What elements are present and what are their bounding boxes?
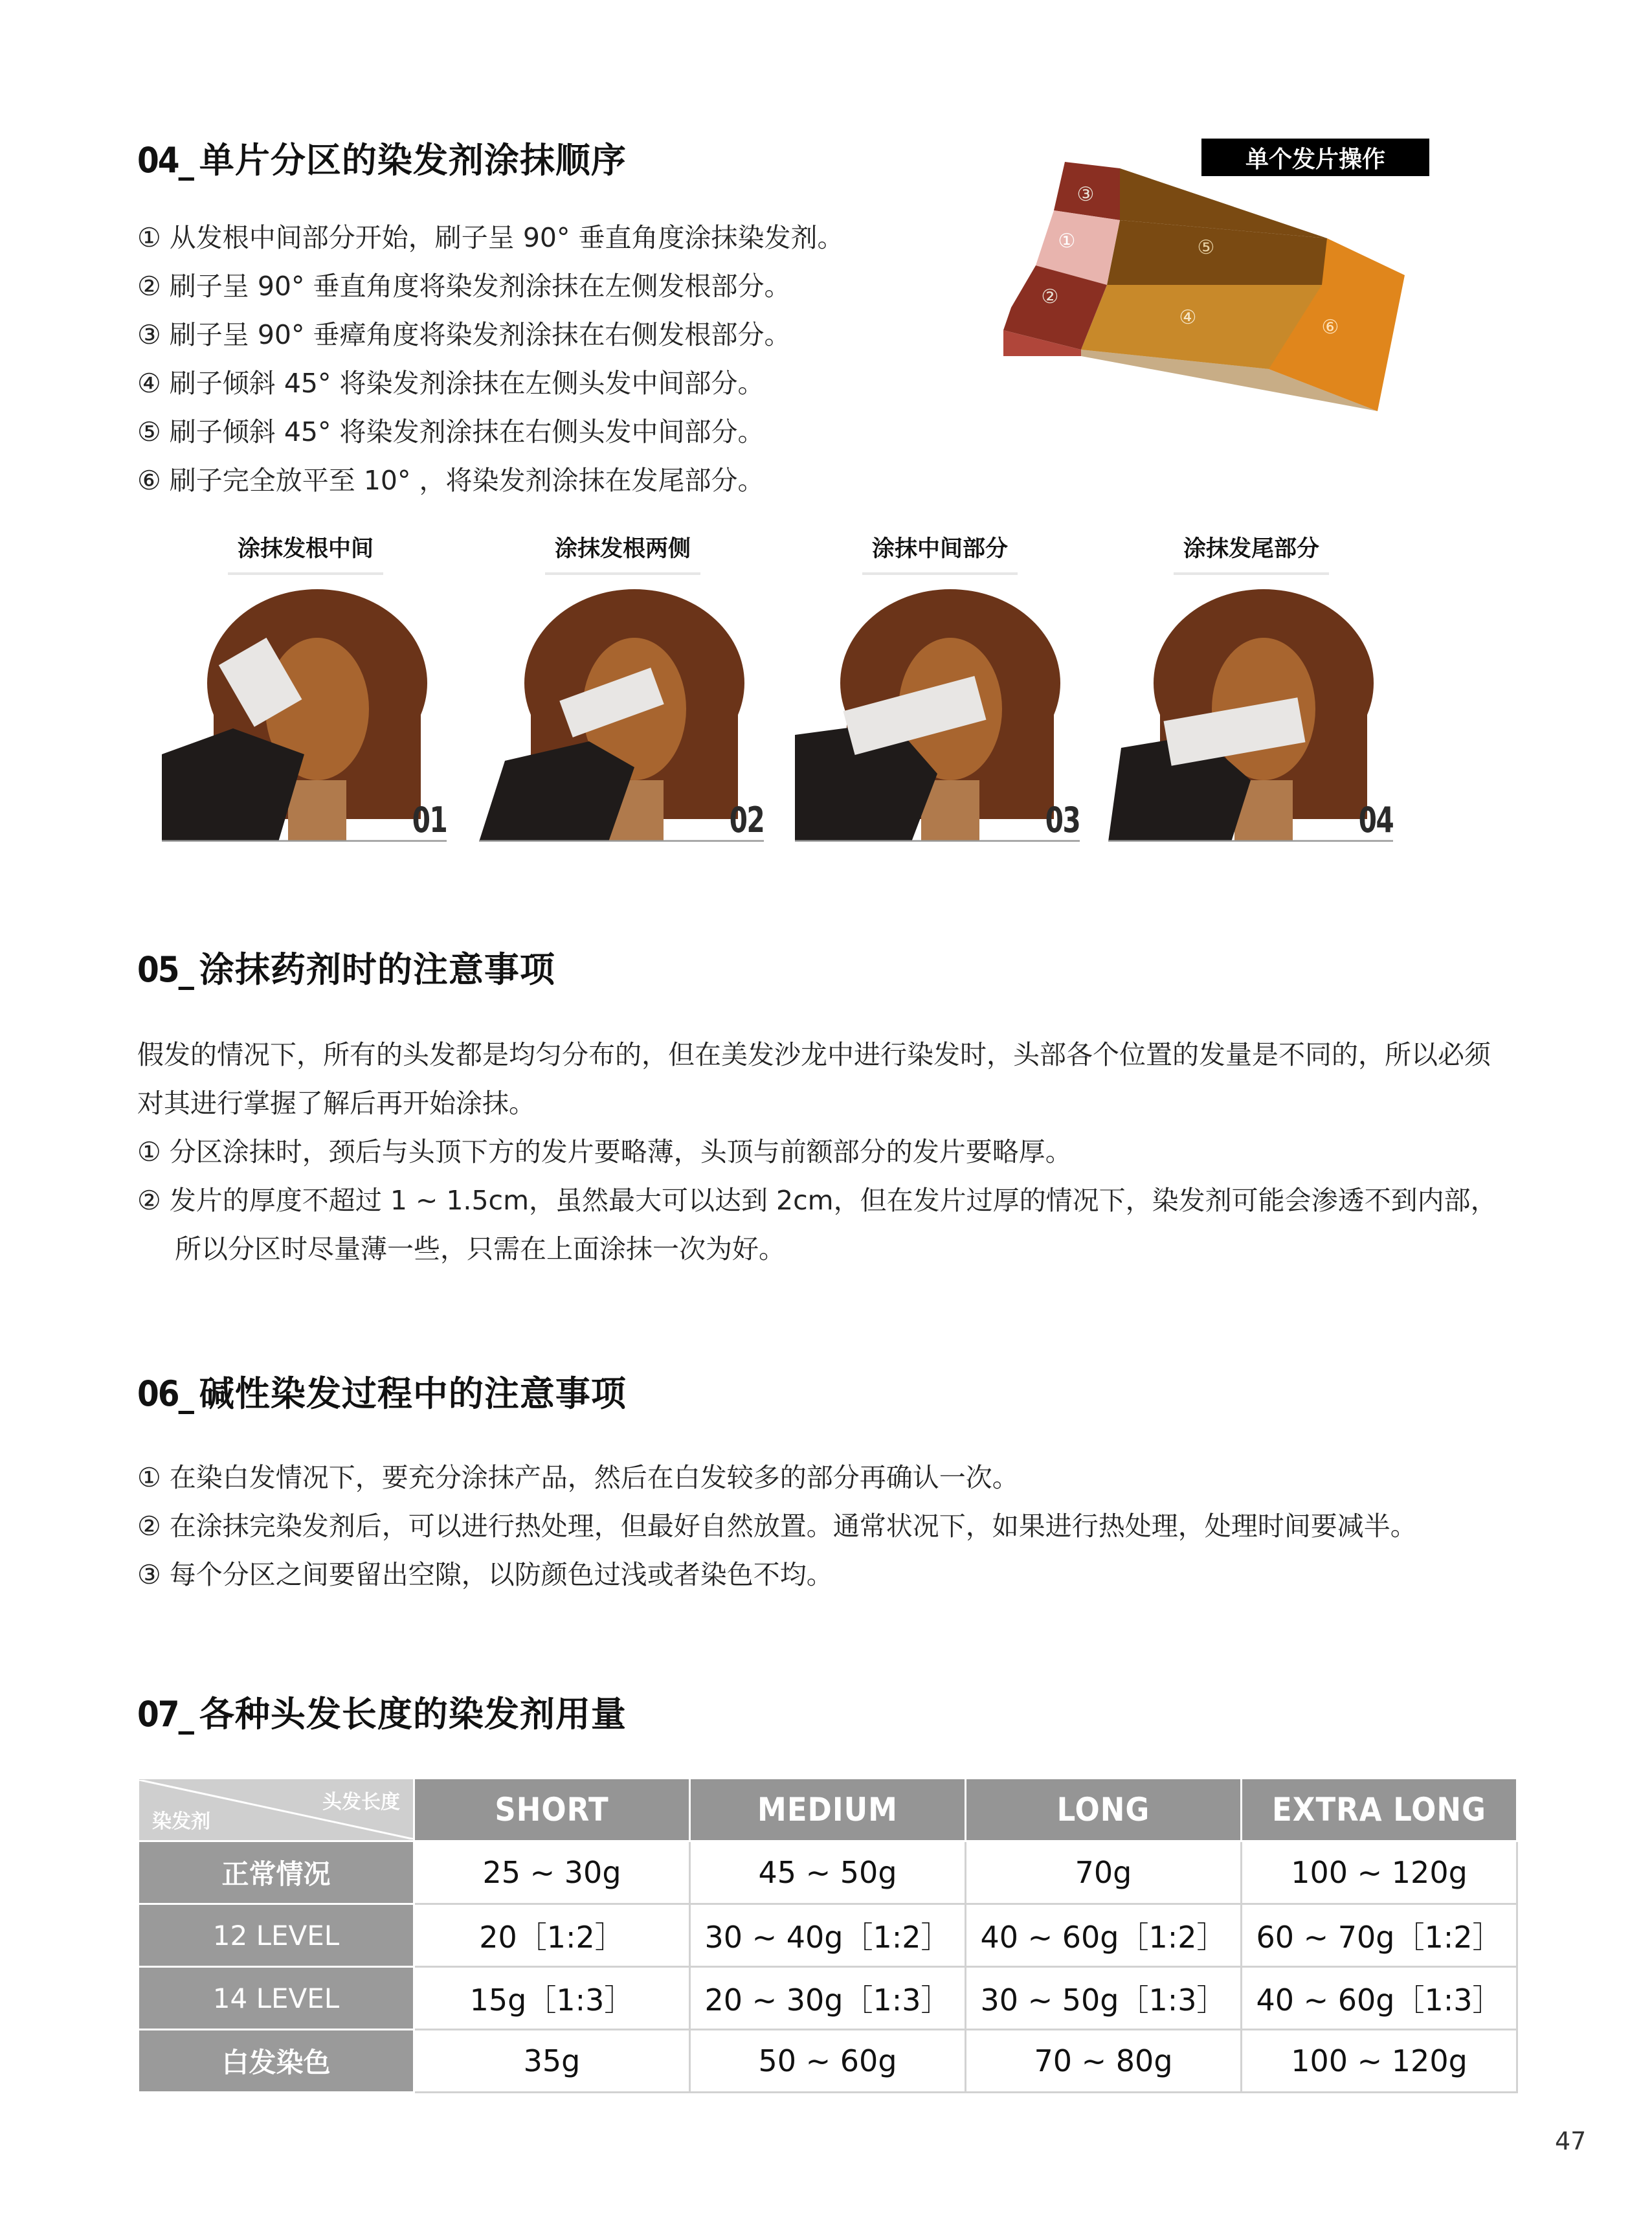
section-05-item-1: ① 分区涂抹时，颈后与头顶下方的发片要略薄，头顶与前额部分的发片要略厚。 (137, 1136, 1072, 1167)
region-label-5: ⑤ (1197, 236, 1215, 259)
section-07-title: 各种头发长度的染发剂用量 (199, 1694, 627, 1735)
row-header-normal: 正常情况 (139, 1841, 414, 1904)
dosage-table (137, 1777, 1518, 2093)
photo-label-4: 涂抹发尾部分 (1174, 531, 1329, 575)
table-cell: 15g［1:3］ (414, 1967, 690, 2030)
section-05-intro-line-1: 假发的情况下，所有的头发都是均匀分布的，但在美发沙龙中进行染发时，头部各个位置的发量是不同的，所以必须 (137, 1039, 1491, 1070)
corner-hair-length: 头发长度 (322, 1791, 400, 1814)
photo-number-02: 02 (729, 800, 764, 840)
section-06-body (137, 1454, 1561, 1599)
section-05-heading (137, 942, 555, 992)
photo-label-3: 涂抹中间部分 (862, 531, 1018, 575)
table-cell: 45 ~ 50g (690, 1841, 966, 1904)
step-4: ④ 刷子倾斜 45° 将染发剂涂抹在左侧头发中间部分。 (137, 368, 765, 399)
photo-label-2: 涂抹发根两侧 (545, 531, 700, 575)
photo-number-01: 01 (412, 800, 447, 840)
table-header-row (139, 1779, 1517, 1841)
region-label-6: ⑥ (1321, 316, 1339, 339)
table-cell: 20［1:2］ (414, 1904, 690, 1967)
table-row (139, 1904, 1517, 1967)
table-cell: 70g (966, 1841, 1242, 1904)
column-header-long: LONG (966, 1779, 1242, 1841)
table-cell: 70 ~ 80g (966, 2030, 1242, 2093)
section-06-item-2: ② 在涂抹完染发剂后，可以进行热处理，但最好自然放置。通常状况下，如果进行热处理，处理时间要减半。 (137, 1511, 1417, 1542)
column-header-medium: MEDIUM (690, 1779, 966, 1841)
photo-label-1: 涂抹发根中间 (228, 531, 383, 575)
section-05-intro-line-2: 对其进行掌握了解后再开始涂抹。 (137, 1088, 535, 1119)
region-label-2: ② (1041, 286, 1059, 308)
region-label-4: ④ (1179, 306, 1197, 329)
table-cell: 40 ~ 60g［1:3］ (1242, 1967, 1517, 2030)
photo-step-01 (162, 586, 447, 842)
section-05-item-2-line-1: ② 发片的厚度不超过 1 ~ 1.5cm，虽然最大可以达到 2cm，但在发片过厚的情况下，染发剂可能会渗透不到内部， (137, 1185, 1497, 1216)
table-row (139, 2030, 1517, 2093)
section-04-title: 单片分区的染发剂涂抹顺序 (199, 140, 627, 181)
table-cell: 60 ~ 70g［1:2］ (1242, 1904, 1517, 1967)
section-05-title: 涂抹药剂时的注意事项 (199, 949, 555, 990)
section-06-number: 06_ (137, 1373, 193, 1414)
section-04-steps (137, 214, 844, 505)
table-cell: 100 ~ 120g (1242, 1841, 1517, 1904)
table-cell: 40 ~ 60g［1:2］ (966, 1904, 1242, 1967)
table-cell: 30 ~ 50g［1:3］ (966, 1967, 1242, 2030)
column-header-extra-long: EXTRA LONG (1242, 1779, 1517, 1841)
table-cell: 25 ~ 30g (414, 1841, 690, 1904)
single-section-badge: 单个发片操作 (1201, 139, 1429, 176)
table-cell: 35g (414, 2030, 690, 2093)
step-2: ② 刷子呈 90° 垂直角度将染发剂涂抹在左侧发根部分。 (137, 271, 791, 302)
section-07-heading (137, 1687, 627, 1737)
table-row (139, 1967, 1517, 2030)
section-05-number: 05_ (137, 949, 193, 990)
row-header-12-level: 12 LEVEL (139, 1904, 414, 1967)
corner-dye-amount: 染发剂 (152, 1810, 210, 1833)
section-06-item-3: ③ 每个分区之间要留出空隙，以防颜色过浅或者染色不均。 (137, 1559, 833, 1590)
photo-number-04: 04 (1358, 800, 1393, 840)
step-3: ③ 刷子呈 90° 垂瘴角度将染发剂涂抹在右侧发根部分。 (137, 319, 791, 350)
photo-step-04 (1108, 586, 1393, 842)
step-1: ① 从发根中间部分开始，刷子呈 90° 垂直角度涂抹染发剂。 (137, 222, 844, 253)
table-cell: 30 ~ 40g［1:2］ (690, 1904, 966, 1967)
section-04-number: 04_ (137, 140, 193, 181)
row-header-14-level: 14 LEVEL (139, 1967, 414, 2030)
table-cell: 50 ~ 60g (690, 2030, 966, 2093)
column-header-short: SHORT (414, 1779, 690, 1841)
row-header-gray-coverage: 白发染色 (139, 2030, 414, 2093)
table-cell: 100 ~ 120g (1242, 2030, 1517, 2093)
section-05-body (137, 1031, 1561, 1274)
section-07-number: 07_ (137, 1694, 193, 1735)
photo-step-02 (479, 586, 764, 842)
table-corner-cell (139, 1779, 414, 1841)
page-number: 47 (1555, 2127, 1587, 2155)
section-04-heading (137, 133, 627, 183)
step-6: ⑥ 刷子完全放平至 10° ，将染发剂涂抹在发尾部分。 (137, 465, 765, 496)
section-05-item-2-line-2: 所以分区时尽量薄一些，只需在上面涂抹一次为好。 (175, 1233, 785, 1265)
table-row (139, 1841, 1517, 1904)
section-06-heading (137, 1366, 627, 1416)
table-cell: 20 ~ 30g［1:3］ (690, 1967, 966, 2030)
photo-step-03 (795, 586, 1080, 842)
hair-section-diagram (990, 162, 1431, 421)
photo-number-03: 03 (1045, 800, 1080, 840)
section-06-title: 碱性染发过程中的注意事项 (199, 1373, 627, 1414)
section-06-item-1: ① 在染白发情况下，要充分涂抹产品，然后在白发较多的部分再确认一次。 (137, 1462, 1019, 1493)
region-label-3: ③ (1077, 183, 1095, 206)
region-label-1: ① (1058, 230, 1076, 253)
step-5: ⑤ 刷子倾斜 45° 将染发剂涂抹在右侧头发中间部分。 (137, 416, 765, 447)
